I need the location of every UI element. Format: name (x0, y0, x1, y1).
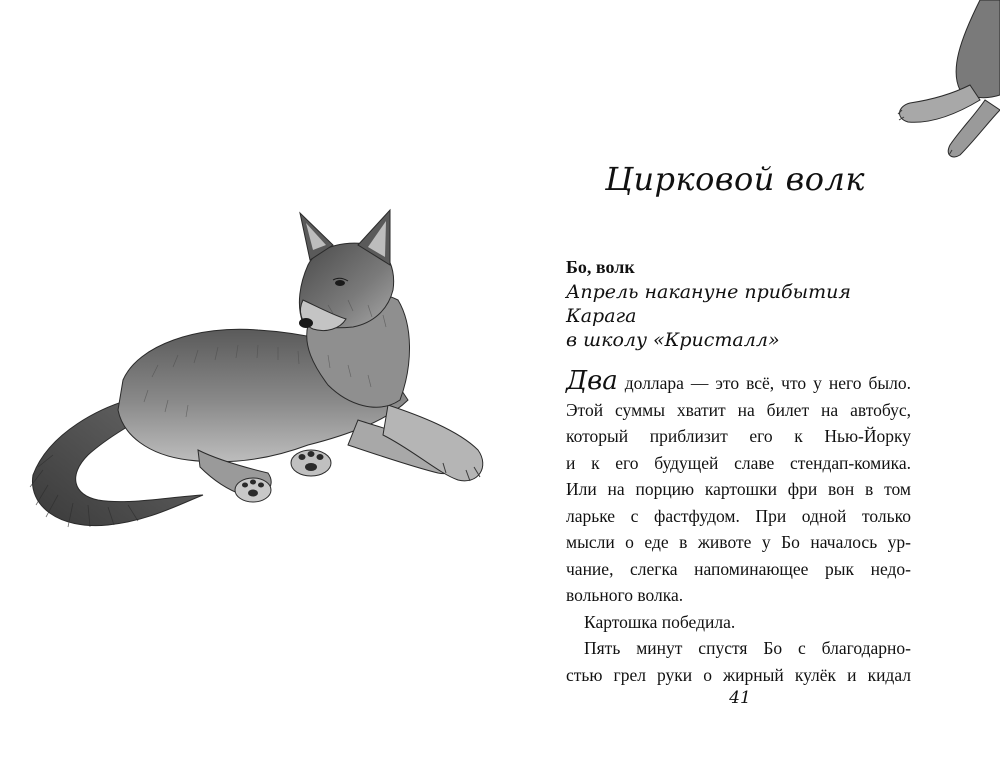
chapter-narrator-line: Бо, волк (566, 257, 635, 277)
paragraph-line: мысли о еде в животе у Бо началось ур- (566, 532, 911, 552)
corner-paw-upper (900, 85, 980, 122)
paragraph-line: ларьке с фастфудом. При одной только (566, 505, 911, 526)
paragraph-line: и к его будущей славе стендап-комика. (566, 452, 911, 473)
paragraph-2: Картошка победила. (584, 611, 736, 632)
chapter-subtitle (566, 280, 916, 352)
paragraph-line: вольного волка. (566, 585, 684, 605)
wolf-paws-illustration (890, 0, 1000, 160)
body-text (566, 368, 911, 688)
chapter-title: Цирковой волк (605, 160, 865, 198)
paragraph-line: стью грел руки о жирный кулёк и кидал (566, 664, 911, 685)
wolf-eye (335, 280, 345, 286)
page-number: 41 (729, 688, 751, 708)
wolf-illustration (28, 205, 498, 545)
paragraph-line: Пять минут спустя Бо с благодарно- (584, 638, 911, 658)
chapter-subtitle-line-1: Апрель накануне прибытия Карага (566, 281, 851, 327)
paragraph-line: чание, слегка напоминающее рык недо- (566, 558, 911, 579)
paragraph-line: Этой суммы хватит на билет на автобус, (566, 399, 911, 420)
paragraph-line: Или на порцию картошки фри вон в том (566, 479, 911, 499)
paragraph-line: который приблизит его к Нью-Йорку (566, 426, 911, 446)
paragraph-line-text: доллара — это всё, что у него было. (617, 373, 911, 393)
wolf-nose (299, 318, 313, 328)
paragraph-first-word: Два (566, 366, 618, 396)
chapter-subtitle-line-2: в школу «Кристалл» (566, 329, 780, 351)
corner-wolf-body (956, 0, 1000, 98)
paragraph-line (566, 368, 911, 397)
